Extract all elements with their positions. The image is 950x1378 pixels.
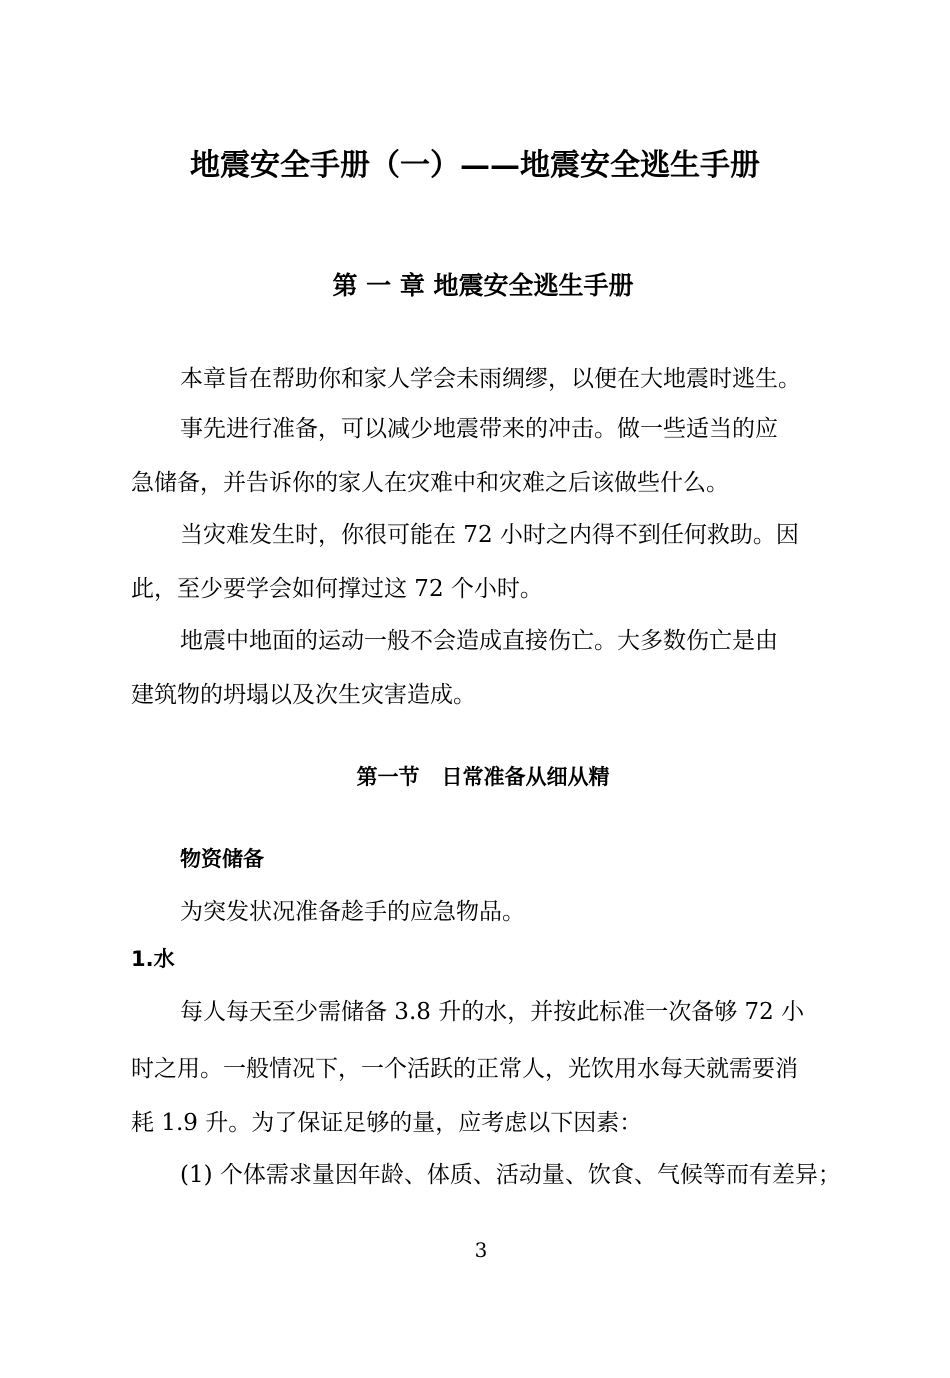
document-title: 地震安全手册（一）——地震安全逃生手册	[190, 148, 760, 183]
subsection-title: 物资储备	[180, 847, 264, 871]
paragraph-line: 当灾难发生时，你很可能在 72 小时之内得不到任何救助。因	[180, 522, 799, 548]
paragraph-line: 此，至少要学会如何撑过这 72 个小时。	[131, 576, 543, 602]
chapter-title: 第 一 章 地震安全逃生手册	[332, 271, 634, 300]
paragraph-line: 地震中地面的运动一般不会造成直接伤亡。大多数伤亡是由	[180, 628, 778, 654]
subsection-intro: 为突发状况准备趁手的应急物品。	[180, 899, 525, 925]
item-line: (1) 个体需求量因年龄、体质、活动量、饮食、气候等而有差异；	[180, 1162, 841, 1188]
section-title: 第一节 日常准备从细从精	[356, 765, 610, 789]
item-line: 时之用。一般情况下，一个活跃的正常人，光饮用水每天就需要消	[131, 1056, 798, 1082]
paragraph-line: 事先进行准备，可以减少地震带来的冲击。做一些适当的应	[180, 416, 778, 442]
item-line: 每人每天至少需储备 3.8 升的水，并按此标准一次备够 72 小	[180, 999, 805, 1025]
paragraph-line: 本章旨在帮助你和家人学会未雨绸缪，以便在大地震时逃生。	[180, 366, 801, 392]
item-line: 耗 1.9 升。为了保证足够的量，应考虑以下因素：	[131, 1110, 643, 1136]
paragraph-line: 建筑物的坍塌以及次生灾害造成。	[131, 682, 476, 708]
item-heading: 1.水	[131, 947, 175, 971]
page-number: 3	[474, 1238, 488, 1262]
paragraph-line: 急储备，并告诉你的家人在灾难中和灾难之后该做些什么。	[131, 470, 729, 496]
